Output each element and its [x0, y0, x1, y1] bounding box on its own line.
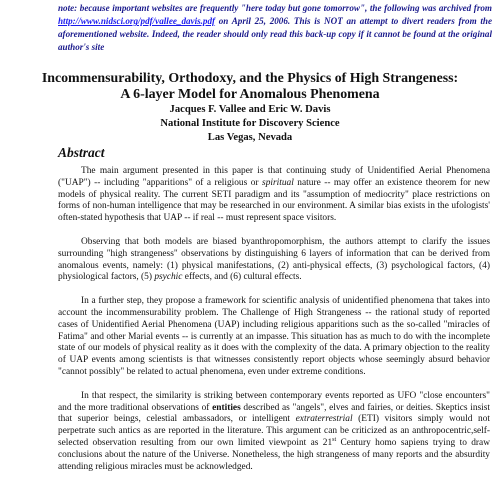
paragraph-text: described as "angels", elves and fairies, or deities. Skeptics insist that superior beings, celestial ambassadors, or intelligent	[58, 402, 491, 425]
abstract-paragraph-4	[58, 391, 490, 474]
archive-note	[58, 2, 492, 54]
abstract-paragraph-1	[58, 166, 490, 225]
paragraph-italic-text: psychic	[154, 272, 183, 283]
paper-institution: National Institute for Discovery Science	[160, 118, 340, 129]
paper-header	[20, 71, 480, 145]
paragraph-text: Century homo sapiens trying to draw conclusions about the nature of the Universe. Nonetheless, the high strangeness of many reports and the absurdity attending religious miracles must be acknowledged.	[58, 437, 490, 472]
abstract-paragraph-3: In a further step, they propose a framework for scientific analysis of unidentified phenomena that takes into account the incommensurability problem. The Challenge of High Strangeness -- the rational study of reported cases of Unidentified Aerial Phenomena (UAP) including religious apparitions such as the so-called "miracles of Fatima" and other Marial events -- is currently at an impasse. This situation has as much to do with the incomplete state of our models of physical reality as it does with the complexity of the data. A primary objection to the reality of UAP events among scientists is that witnesses consistently report objects whose seemingly absurd behavior "cannot possibly" be related to actual phenomena, even under extreme conditions.	[58, 296, 490, 377]
archive-note-text: note: because important websites are frequently "here today but gone tomorrow", the following was archived from	[58, 3, 492, 13]
paper-title-line-2: A 6-layer Model for Anomalous Phenomena	[120, 87, 380, 102]
paragraph-text: In that respect, the similarity is striking between contemporary events reported as UFO "close encounters" and the more traditional observations of	[58, 390, 490, 413]
paper-authors: Jacques F. Vallee and Eric W. Davis	[169, 104, 331, 115]
paragraph-bold-text: entities	[212, 402, 241, 413]
abstract-body	[58, 166, 490, 485]
paper-location: Las Vegas, Nevada	[207, 132, 293, 143]
paragraph-text: Observing that both models are biased byanthropomorphism, the authors attempt to clarify the issues surrounding "high strangeness" observations by distinguishing 6 layers of information that can be derived from anomalous events, namely: (1) physical manifestations, (2) anti-physical effects, (3) psychological factors, (4) physiological factors, (5)	[58, 236, 490, 283]
paragraph-text: The main argument presented in this paper is that continuing study of Unidentified Aerial Phenomena ("UAP") -- including "apparitions" of a religious or	[58, 166, 490, 188]
archive-note-text-2: on April 25, 2006. This is NOT an attempt to divert readers from the aforementioned website. Indeed, the reader should only read this back-up copy if it cannot be found at the original author's site	[58, 16, 492, 53]
archive-source-link[interactable]: http://www.nidsci.org/pdf/vallee_davis.pdf	[58, 16, 216, 27]
ordinal-superscript: st	[332, 436, 337, 443]
paragraph-text: effects, and (6) cultural effects.	[182, 272, 302, 283]
paragraph-text: nature -- may offer an existence theorem for new models of physical reality. The current SETI paradigm and its "assumption of mediocrity" place restrictions on forms of non-human intelligence that may be researched in our environment. A similar bias exists in the ufologists' often-stated hypothesis that UAP -- if real -- must represent space visitors.	[58, 177, 490, 224]
paragraph-italic-text: spiritual	[262, 177, 294, 188]
paper-title-line-1: Incommensurability, Orthodoxy, and the Physics of High Strangeness:	[41, 71, 459, 86]
paragraph-text: (ETI) visitors simply would not perpetrate such antics as are reported in the literature. This argument can be criticized as an anthropocentric,self-selected observation resulting from our own limited viewpoint as 21	[58, 414, 490, 448]
abstract-heading: Abstract	[58, 145, 105, 160]
paragraph-italic-text: extraterrestrial	[295, 414, 353, 425]
abstract-paragraph-2	[58, 237, 490, 284]
